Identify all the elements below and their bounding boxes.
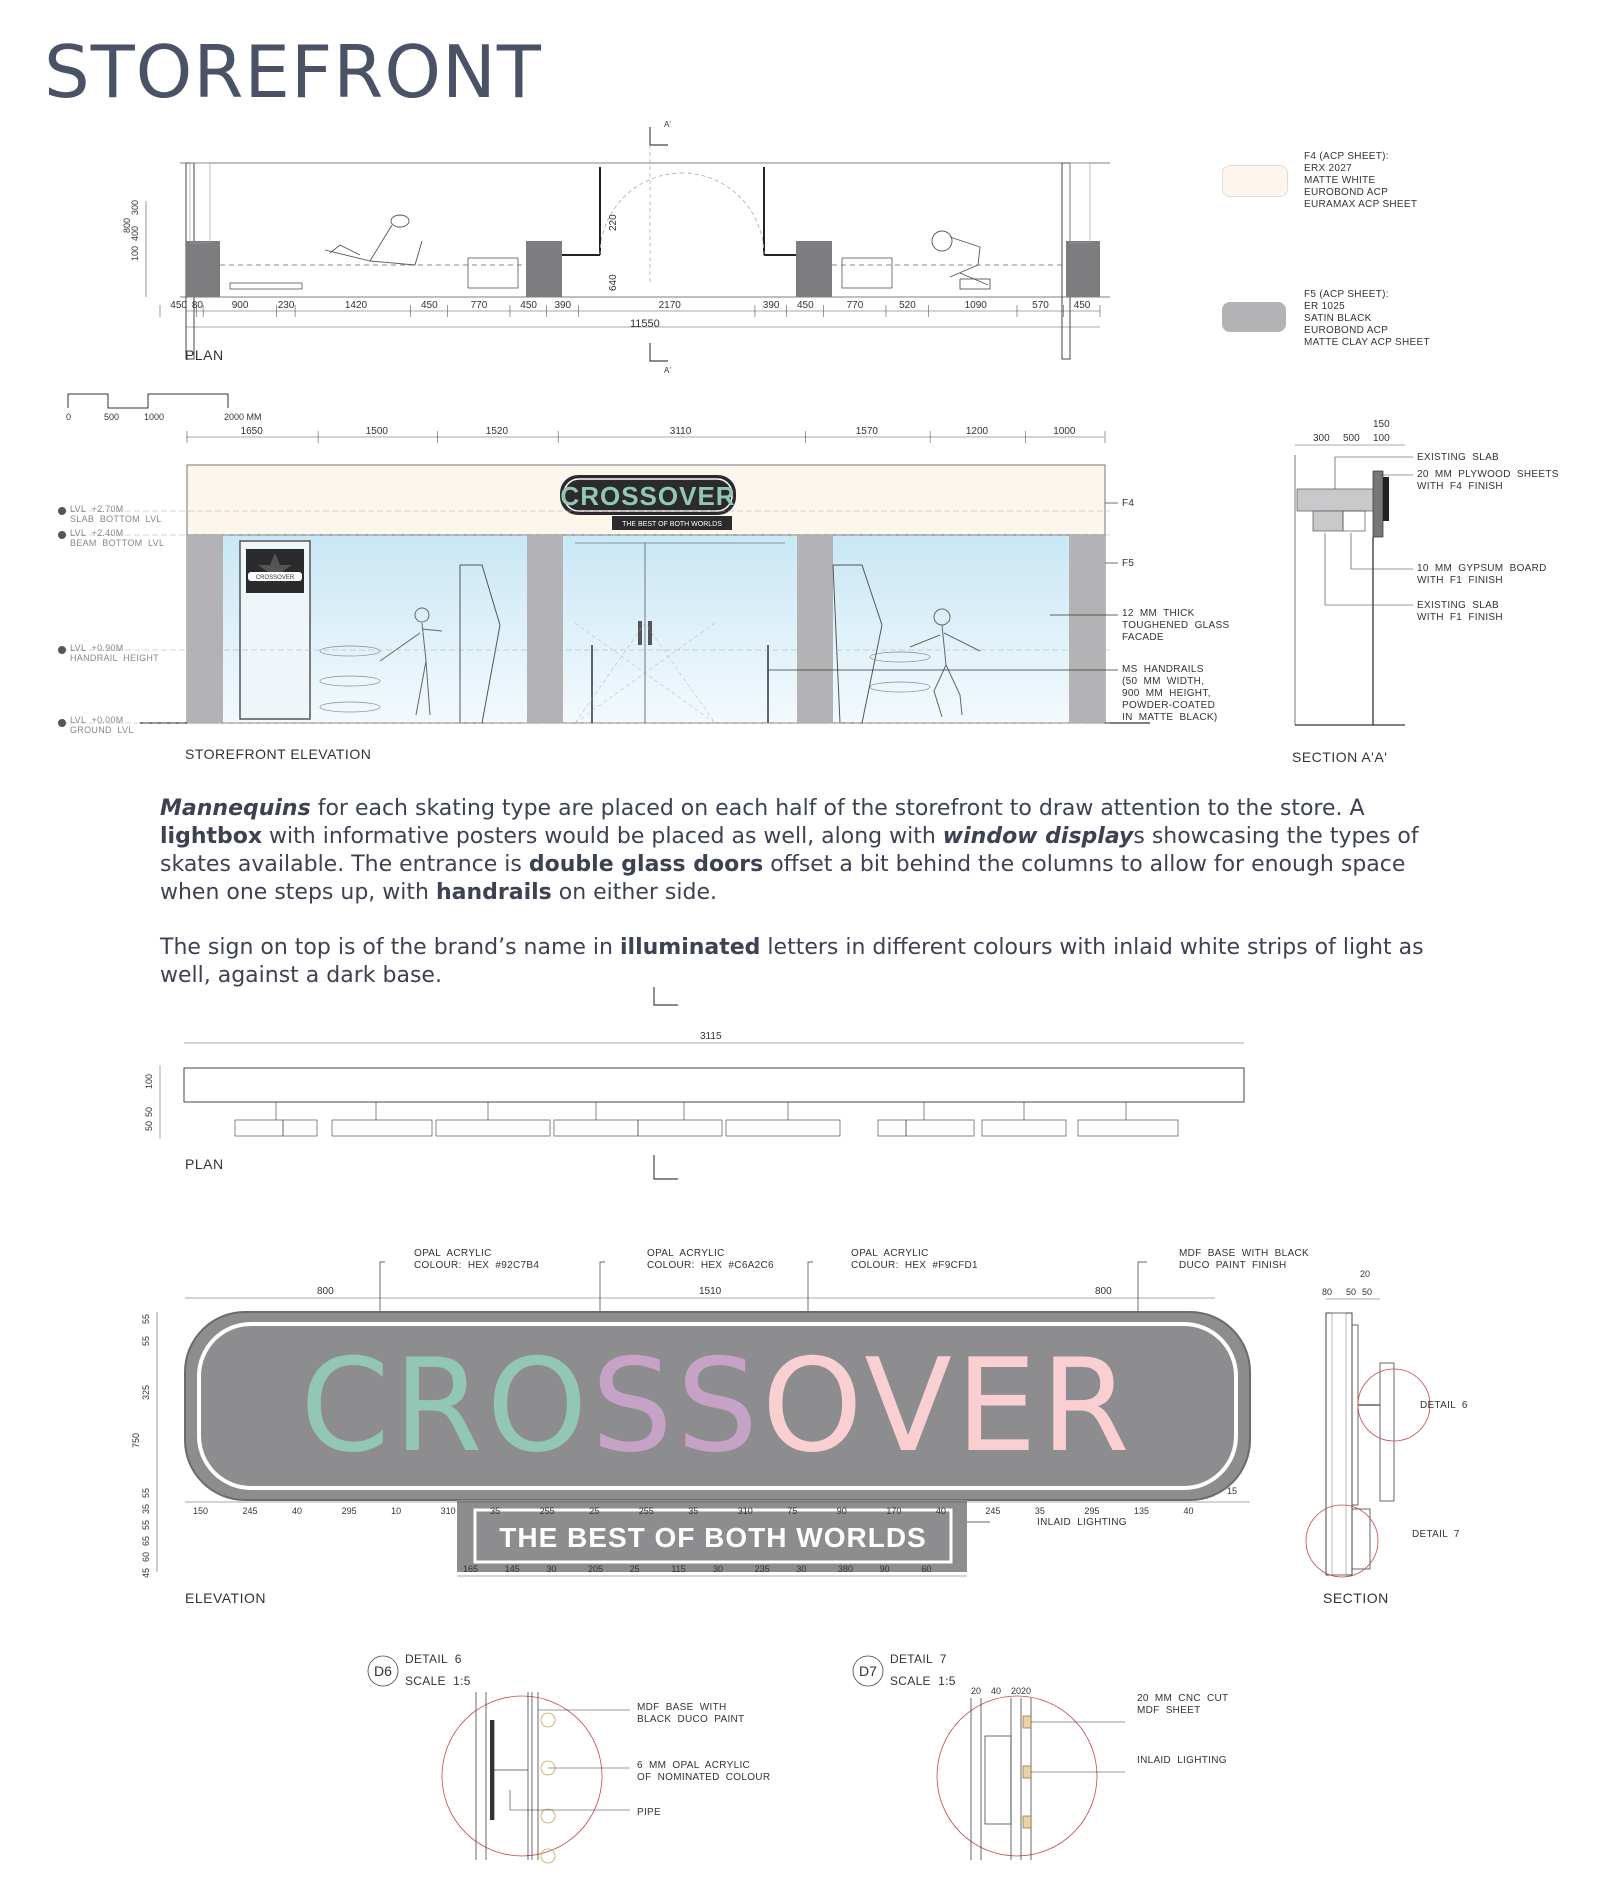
elevation-label: STOREFRONT ELEVATION [185, 746, 372, 762]
callout-f5: F5 [1122, 558, 1135, 569]
detail7-cnc-note: 20 MM CNC CUT MDF SHEET [1137, 1693, 1229, 1716]
f5-legend-text: F5 (ACP SHEET): ER 1025 SATIN BLACK EUROBOND ACP MATTE CLAY ACP SHEET [1304, 289, 1430, 348]
description-run: with informative posters would be placed as well, along with [262, 824, 943, 849]
sign-letter-dim-20: 40 [1183, 1506, 1194, 1516]
sign-bottom-dim-9: 380 [838, 1564, 854, 1574]
callout-handrails: MS HANDRAILS (50 MM WIDTH, 900 MM HEIGHT, POWDER-COATED IN MATTE BLACK) [1122, 664, 1218, 723]
sign-plan-total: 3115 [700, 1031, 722, 1042]
level-markers [58, 507, 66, 727]
sign-bottom-dim-0: 165 [463, 1564, 479, 1574]
sign-letter-dim-11: 310 [737, 1506, 753, 1516]
detail6-mdf-note: MDF BASE WITH BLACK DUCO PAINT [637, 1702, 745, 1725]
note-acrylic-3: OPAL ACRYLIC COLOUR: HEX #F9CFD1 [851, 1248, 978, 1271]
sign-letter-2: O [486, 1332, 592, 1481]
section-aa-dim-100: 100 [1373, 433, 1390, 444]
sign-left-dim-7: 60 [141, 1551, 151, 1562]
plan-vdim-300: 300 [130, 199, 140, 215]
detail7-scale: SCALE 1:5 [890, 1674, 956, 1688]
sign-section-dim-50a: 50 [1346, 1287, 1357, 1297]
elevation-top-dim-5: 1200 [965, 426, 989, 437]
plan-dim-3: 230 [277, 300, 295, 311]
elevation-sign-text: CROSSOVER [560, 481, 736, 511]
sign-elevation-letters [300, 1332, 1133, 1481]
sign-letter-dim-15: 40 [935, 1506, 946, 1516]
storefront-plan-drawing [122, 115, 1120, 375]
plan-total-dim: 11550 [630, 318, 660, 330]
elevation-top-dims [187, 426, 1105, 443]
sign-letter-dim-9: 255 [638, 1506, 654, 1516]
scale-bar [60, 390, 280, 424]
detail7-inlaid-note: INLAID LIGHTING [1137, 1755, 1227, 1766]
scale-tick-500: 500 [104, 412, 120, 422]
sign-section-label: SECTION [1323, 1590, 1389, 1606]
sign-left-dim-0: 55 [141, 1313, 151, 1324]
sign-letter-5: O [761, 1332, 865, 1481]
plan-dim-12: 770 [846, 300, 864, 311]
level-handrail-value: LVL +0.90M [70, 643, 124, 653]
sign-letter-dim-1: 245 [242, 1506, 258, 1516]
page-title: STOREFRONT [44, 30, 542, 114]
plan-section-marker-top: A' [664, 120, 671, 129]
plan-dim-7: 450 [520, 300, 537, 311]
sign-left-dim-3: 55 [141, 1487, 151, 1498]
section-aa-plywood: 20 MM PLYWOOD SHEETS WITH F4 FINISH [1417, 469, 1559, 492]
description-paragraph-1 [160, 795, 1460, 907]
sign-section-drawing [1300, 1265, 1490, 1585]
f5-swatch [1222, 302, 1286, 332]
elevation-top-dim-0: 1650 [240, 426, 263, 437]
sign-bottom-dim-1: 145 [504, 1564, 520, 1574]
plan-dimension-chain [160, 300, 1100, 317]
sign-plan-vdim-50a: 50 [144, 1106, 154, 1117]
sign-letter-dim-edge: 15 [1227, 1486, 1238, 1496]
svg-text:D7: D7 [859, 1663, 877, 1679]
sign-section-detail7: DETAIL 7 [1412, 1529, 1460, 1540]
elevation-sign-tagline: THE BEST OF BOTH WORLDS [622, 521, 722, 528]
description-run: letters in different colours with inlaid white strips of light as well, against a dark base. [160, 935, 1424, 988]
sign-letter-dim-3: 295 [341, 1506, 357, 1516]
detail6-acrylic-note: 6 MM OPAL ACRYLIC OF NOMINATED COLOUR [637, 1760, 771, 1783]
section-aa-dim-150: 150 [1373, 419, 1390, 430]
plan-dim-2: 900 [231, 300, 249, 311]
plan-section-marker-bottom: A' [664, 366, 671, 375]
plan-column-right [1066, 241, 1100, 297]
section-aa-dim-500: 500 [1343, 433, 1360, 444]
detail7-dim-20a: 20 [971, 1686, 982, 1696]
sign-letter-4: S [676, 1332, 762, 1481]
callout-glass: 12 MM THICK TOUGHENED GLASS FACADE [1122, 608, 1230, 643]
sign-bottom-dim-5: 115 [671, 1564, 686, 1574]
plan-dim-15: 570 [1032, 300, 1049, 311]
elevation-top-dim-3: 3110 [669, 426, 692, 437]
sign-bottom-dim-6: 30 [713, 1564, 724, 1574]
sign-bottom-dim-3: 205 [588, 1564, 604, 1574]
detail7-drawing [935, 1680, 1135, 1870]
section-aa-existing-slab-f1: EXISTING SLAB WITH F1 FINISH [1417, 600, 1503, 623]
note-acrylic-1: OPAL ACRYLIC COLOUR: HEX #92C7B4 [414, 1248, 540, 1271]
plan-dim-13: 520 [899, 300, 916, 311]
detail6-scale: SCALE 1:5 [405, 1674, 471, 1688]
plan-column-mid-left [526, 241, 562, 297]
note-inlaid-lighting: INLAID LIGHTING [1037, 1517, 1127, 1528]
sign-elevation-tagline: THE BEST OF BOTH WORLDS [499, 1522, 927, 1553]
plan-dim-1: 80 [191, 300, 204, 311]
scale-tick-1000: 1000 [144, 412, 165, 422]
description-run: illuminated [619, 935, 761, 960]
sign-letter-3: S [591, 1332, 677, 1481]
sign-left-dim-8: 45 [141, 1567, 151, 1578]
level-ground-value: LVL +0.00M [70, 715, 124, 725]
callout-f4: F4 [1122, 498, 1135, 509]
sign-letter-dim-19: 135 [1133, 1506, 1149, 1516]
sign-top-dim-1510: 1510 [699, 1286, 722, 1297]
sign-section-dim-80: 80 [1322, 1287, 1333, 1297]
sign-letter-dim-17: 35 [1034, 1506, 1045, 1516]
sign-letter-0: C [300, 1332, 394, 1481]
level-slab-bottom-value: LVL +2.70M [70, 504, 124, 514]
sign-letter-7: E [955, 1332, 1041, 1481]
sign-elevation-drawing [131, 1262, 1265, 1582]
description-run: window display [942, 824, 1134, 849]
sign-bottom-dim-11: 60 [921, 1564, 932, 1574]
detail7-dim-20b: 20 [1011, 1686, 1022, 1696]
sign-plan-drawing [140, 985, 1260, 1185]
description-run: for each skating type are placed on each half of the storefront to draw attention to the store. A [310, 796, 1365, 821]
plan-dim-0: 450 [170, 300, 187, 311]
sign-plan-vdim-50b: 50 [144, 1120, 154, 1131]
sign-left-dim-6: 65 [141, 1535, 151, 1546]
sign-bottom-dim-8: 30 [796, 1564, 807, 1574]
note-acrylic-2: OPAL ACRYLIC COLOUR: HEX #C6A2C6 [647, 1248, 774, 1271]
detail7-tag [850, 1653, 886, 1689]
sign-letter-dim-14: 170 [886, 1506, 902, 1516]
sign-left-dim-4: 35 [141, 1503, 151, 1514]
plan-vdim-400: 400 [130, 225, 140, 241]
plan-dim-14: 1090 [964, 300, 987, 311]
plan-column-left [186, 241, 220, 297]
sign-left-dim-5: 55 [141, 1519, 151, 1530]
plan-door-dim-640: 640 [608, 274, 619, 291]
sign-plan-label: PLAN [185, 1156, 224, 1172]
sign-section-dim-20: 20 [1360, 1269, 1371, 1279]
sign-left-dim-total: 750 [131, 1432, 141, 1448]
plan-label: PLAN [185, 347, 224, 363]
sign-elevation-label: ELEVATION [185, 1590, 267, 1606]
level-beam-bottom-value: LVL +2.40M [70, 528, 124, 538]
sign-letter-dim-6: 35 [490, 1506, 501, 1516]
level-handrail-name: HANDRAIL HEIGHT [70, 653, 159, 663]
sign-letter-dim-12: 75 [787, 1506, 798, 1516]
description-run: Mannequins [160, 796, 311, 821]
description-run: on either side. [551, 880, 717, 905]
elevation-top-dim-2: 1520 [485, 426, 509, 437]
sign-section-detail6: DETAIL 6 [1420, 1400, 1468, 1411]
sign-plan-letters [235, 1102, 1178, 1136]
section-aa-label: SECTION A'A' [1292, 749, 1388, 765]
sign-letter-dim-8: 25 [589, 1506, 600, 1516]
svg-text:D6: D6 [374, 1663, 392, 1679]
plan-dim-9: 2170 [658, 300, 681, 311]
plan-door-dim-220: 220 [608, 214, 619, 231]
level-beam-bottom-name: BEAM BOTTOM LVL [70, 538, 165, 548]
elevation-top-dim-1: 1500 [365, 426, 389, 437]
detail6-title: DETAIL 6 [405, 1652, 462, 1666]
sign-bottom-dim-7: 235 [754, 1564, 770, 1574]
sign-bottom-dim-2: 30 [546, 1564, 557, 1574]
sign-left-dim-2: 325 [141, 1384, 151, 1400]
plan-dim-4: 1420 [344, 300, 368, 311]
plan-mannequin-right [932, 231, 990, 289]
plan-dim-16: 450 [1073, 300, 1091, 311]
sign-letter-dim-4: 10 [391, 1506, 402, 1516]
detail7-dim-40: 40 [991, 1686, 1002, 1696]
detail7-title: DETAIL 7 [890, 1652, 947, 1666]
sign-bottom-dim-4: 25 [629, 1564, 640, 1574]
section-aa-existing-slab: EXISTING SLAB [1417, 452, 1500, 463]
section-aa-gypsum: 10 MM GYPSUM BOARD WITH F1 FINISH [1417, 563, 1547, 586]
plan-column-mid-right [796, 241, 832, 297]
detail7-dim-20c: 20 [1021, 1686, 1032, 1696]
sign-bottom-dim-10: 90 [879, 1564, 890, 1574]
sign-plan-vdim-100: 100 [144, 1073, 154, 1089]
sign-left-dims [131, 1314, 151, 1578]
sign-left-dim-1: 55 [141, 1335, 151, 1346]
description-run: The sign on top is of the brand’s name in [160, 935, 620, 960]
sign-letter-dim-10: 35 [688, 1506, 699, 1516]
note-mdf-base: MDF BASE WITH BLACK DUCO PAINT FINISH [1179, 1248, 1309, 1271]
detail6-tag [365, 1653, 401, 1689]
description-paragraph-2 [160, 934, 1460, 990]
plan-dim-11: 450 [796, 300, 814, 311]
sign-top-dim-800a: 800 [317, 1286, 334, 1297]
sign-letter-1: R [393, 1332, 487, 1481]
plan-vdim-100: 100 [130, 245, 140, 261]
elevation-column-3 [797, 535, 833, 723]
sign-letter-dim-5: 310 [440, 1506, 456, 1516]
sign-letter-dim-16: 245 [985, 1506, 1001, 1516]
sign-letter-dim-18: 295 [1084, 1506, 1100, 1516]
elevation-column-4 [1069, 535, 1105, 723]
description-run: offset a bit behind the columns to allow for enough space when one steps up, with [160, 852, 1406, 905]
sign-letter-6: V [864, 1332, 956, 1481]
sign-letter-dim-0: 150 [193, 1506, 209, 1516]
plan-dim-6: 770 [470, 300, 488, 311]
sign-letter-8: R [1040, 1332, 1134, 1481]
scale-tick-0: 0 [66, 412, 72, 422]
sign-section-dim-50b: 50 [1362, 1287, 1373, 1297]
level-slab-bottom-name: SLAB BOTTOM LVL [70, 514, 162, 524]
sign-top-dim-800b: 800 [1095, 1286, 1112, 1297]
sign-letter-dim-13: 90 [836, 1506, 847, 1516]
plan-mannequin-left [325, 215, 422, 265]
description-run: double glass doors [528, 852, 764, 877]
plan-dim-8: 390 [554, 300, 572, 311]
detail6-drawing [440, 1680, 640, 1870]
section-aa-dim-300: 300 [1313, 433, 1330, 444]
plan-dim-5: 450 [420, 300, 438, 311]
elevation-column-1 [187, 535, 223, 723]
lightbox-logo-text: CROSSOVER [255, 575, 295, 581]
level-ground-name: GROUND LVL [70, 725, 134, 735]
storefront-elevation-drawing [50, 425, 1230, 745]
elevation-column-2 [527, 535, 563, 723]
f4-swatch [1222, 165, 1288, 197]
description-run: lightbox [160, 824, 263, 849]
sign-letter-dim-7: 255 [539, 1506, 555, 1516]
plan-dim-10: 390 [762, 300, 780, 311]
description-run: handrails [435, 880, 552, 905]
sign-letter-dim-2: 40 [292, 1506, 303, 1516]
description-run: s showcasing the types of skates available. The entrance is [160, 824, 1419, 877]
plan-vdim-800: 800 [122, 217, 132, 233]
detail6-pipe-note: PIPE [637, 1807, 661, 1818]
scale-tick-2000: 2000 MM [224, 412, 262, 422]
elevation-top-dim-6: 1000 [1053, 426, 1076, 437]
f4-legend-text: F4 (ACP SHEET): ERX 2027 MATTE WHITE EUROBOND ACP EURAMAX ACP SHEET [1304, 151, 1418, 210]
elevation-top-dim-4: 1570 [855, 426, 879, 437]
